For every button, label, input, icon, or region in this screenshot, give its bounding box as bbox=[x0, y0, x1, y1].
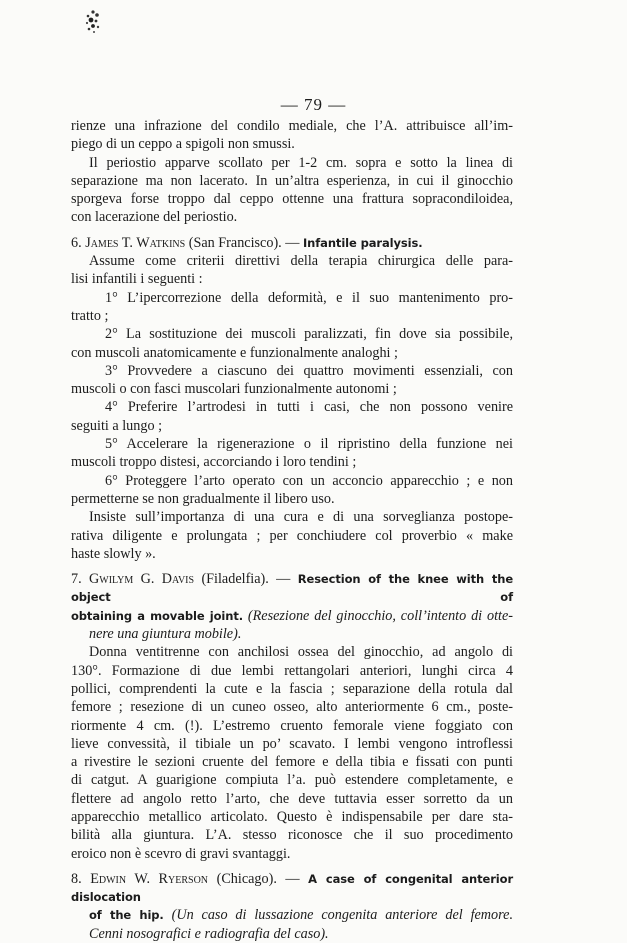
entry-translation: (Resezione del ginocchio, coll’intento di otte- bbox=[247, 607, 513, 624]
entry-place: (Chicago). — bbox=[216, 870, 300, 887]
entry-heading bbox=[71, 234, 513, 252]
text-line: tratto ; bbox=[71, 307, 109, 324]
entry-title: A case of congenital anterior dislocation bbox=[71, 871, 514, 905]
text-line: con lacerazione del periostio. bbox=[71, 209, 238, 226]
text-line: piego di un ceppo a spigoli non smussi. bbox=[71, 136, 295, 153]
text-line: 130°. Formazione di due lembi rettangolari anteriori, lunghi circa 4 bbox=[71, 662, 513, 679]
entry-heading bbox=[71, 870, 513, 907]
text-line: eroico non è scevro di gravi svantaggi. bbox=[71, 845, 291, 862]
ornament-icon bbox=[82, 8, 104, 34]
text-line: haste slowly ». bbox=[71, 545, 156, 562]
text-line: sporgeva forse troppo dal ceppo ottenne una frattura sopracondiloidea, bbox=[71, 191, 513, 208]
text-line: femore ; resezione di un cuneo osseo, alto anteriormente 6 cm., poste- bbox=[71, 699, 513, 716]
entry-translation: (Un caso di lussazione congenita anteriore del femore. bbox=[171, 907, 513, 924]
text-line: flettere ad angolo retto l’arto, che deve tuttavia esser sorretto da un bbox=[71, 790, 513, 807]
text-line: Assume come criterii direttivi della terapia chirurgica delle para- bbox=[89, 253, 513, 270]
text-line: a rivestire le sezioni cruente del femore e della tibia e fissati con punti bbox=[71, 754, 513, 771]
entry-heading-continued bbox=[71, 607, 513, 625]
text-line: Donna ventitrenne con anchilosi ossea del ginocchio, ad angolo di bbox=[89, 644, 513, 661]
text-line: lieve convessità, il tibiale un po’ scavato. I lembi vengono introflessi bbox=[71, 735, 513, 752]
entry-author: James T. Watkins bbox=[85, 234, 186, 251]
text-line: bilità alla giuntura. L’A. stesso riconosce che il suo procedimento bbox=[71, 827, 513, 844]
entry-title: of the hip. bbox=[89, 908, 164, 923]
entry-title: obtaining a movable joint. bbox=[71, 608, 243, 623]
text-line: 4° Preferire l’artrodesi in tutti i casi, che non possono venire bbox=[105, 399, 513, 416]
text-line: muscoli troppo distesi, accorciando i loro tendini ; bbox=[71, 454, 357, 471]
continued-paragraph bbox=[71, 117, 513, 227]
entry-7 bbox=[71, 570, 513, 863]
text-line: rienze una infrazione del condilo mediale, che l’A. attribuisce all’im- bbox=[71, 118, 513, 134]
entry-title: Resection of the knee with the object of bbox=[71, 572, 514, 605]
entry-number: 8. bbox=[71, 870, 82, 887]
text-line: 3° Provvedere a ciascuno dei quattro movimenti essenziali, con bbox=[105, 362, 513, 379]
text-line: di catgut. A guarigione compiuta l’a. può estendere completamente, e bbox=[71, 772, 513, 789]
entry-place: (San Francisco). — bbox=[188, 234, 300, 251]
entry-number: 6. bbox=[71, 234, 82, 251]
entry-8 bbox=[71, 870, 513, 943]
text-line: rativa diligente e prolungata ; per conchiudere col proverbio « make bbox=[71, 527, 513, 544]
entry-title: Infantile paralysis. bbox=[303, 235, 423, 250]
text-line: muscoli o con fasci muscolari funzionalmente autonomi ; bbox=[71, 381, 397, 398]
text-line: pollici, comprendenti la cute e la fascia ; separazione della rotula dal bbox=[71, 680, 513, 697]
entry-number: 7. bbox=[71, 571, 82, 588]
text-line: seguiti a lungo ; bbox=[71, 417, 163, 434]
text-line: separazione ma non lacerato. In un’altra esperienza, in cui il ginocchio bbox=[71, 172, 513, 189]
text-line: permetterne se non gradualmente il libero uso. bbox=[71, 490, 335, 507]
text-line: con muscoli anatomicamente e funzionalmente analoghi ; bbox=[71, 344, 398, 361]
text-line: 6° Proteggere l’arto operato con un acconcio apparecchio ; e non bbox=[105, 472, 513, 489]
text-line: riormente 4 cm. (!). L’estremo cruento femorale viene foggiato con bbox=[71, 717, 513, 734]
text-line: Il periostio apparve scollato per 1-2 cm. sopra e sotto la linea di bbox=[89, 154, 513, 171]
page-body bbox=[71, 117, 513, 943]
entry-author: Gwilym G. Davis bbox=[89, 571, 195, 588]
entry-6 bbox=[71, 234, 513, 563]
entry-translation: Cenni nosografici e radiografia del caso). bbox=[89, 925, 329, 942]
text-line: 1° L’ipercorrezione della deformità, e il suo mantenimento pro- bbox=[105, 289, 513, 306]
entry-author: Edwin W. Ryerson bbox=[90, 870, 209, 887]
text-line: 5° Accelerare la rigenerazione o il ripristino della funzione nei bbox=[105, 436, 513, 453]
entry-heading-continued bbox=[71, 906, 513, 924]
page-number: — 79 — bbox=[280, 95, 347, 114]
text-line: lisi infantili i seguenti : bbox=[71, 271, 203, 288]
text-line: Insiste sull’importanza di una cura e di una sorveglianza postope- bbox=[89, 509, 513, 526]
text-line: 2° La sostituzione dei muscoli paralizzati, fin dove sia possibile, bbox=[105, 326, 513, 343]
entry-translation: nere una giuntura mobile). bbox=[89, 626, 242, 643]
entry-heading bbox=[71, 570, 513, 607]
text-line: apparecchio metallico articolato. Questo è indispensabile per dare sta- bbox=[71, 808, 513, 825]
entry-place: (Filadelfia). — bbox=[201, 571, 291, 588]
